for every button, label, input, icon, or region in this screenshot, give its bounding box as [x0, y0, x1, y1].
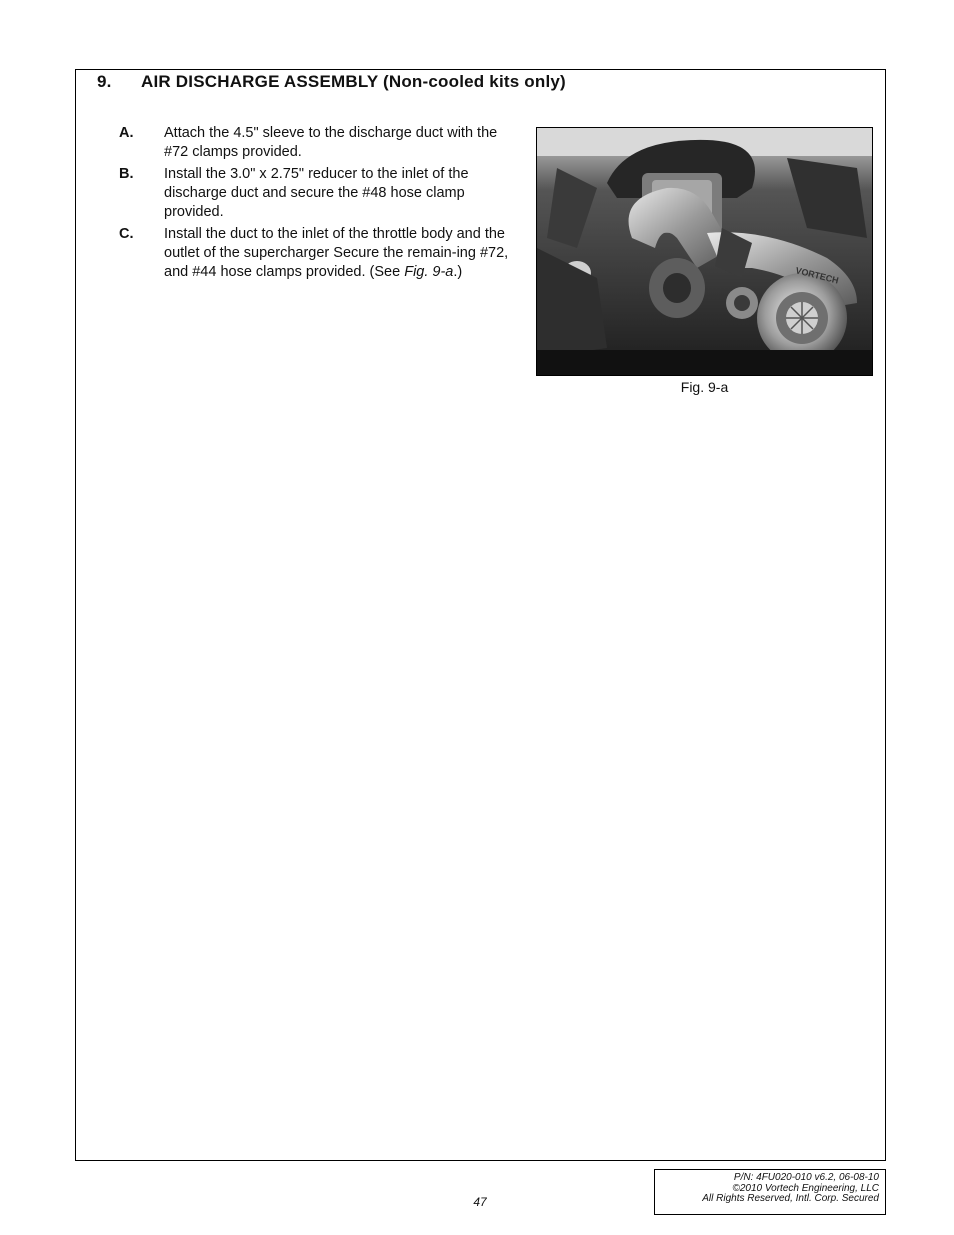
instruction-steps	[119, 124, 514, 285]
figure-reference: Fig. 9-a	[404, 264, 454, 280]
engine-photo-illustration	[537, 128, 872, 375]
step-a	[119, 124, 514, 162]
step-letter: C.	[119, 226, 134, 242]
section-title: AIR DISCHARGE ASSEMBLY (Non-cooled kits only)	[141, 72, 566, 91]
step-c	[119, 225, 514, 282]
step-text: Install the 3.0" x 2.75" reducer to the inlet of the discharge duct and secure the #48 hose clamp provided.	[164, 166, 469, 220]
figure-caption: Fig. 9-a	[680, 379, 729, 395]
step-text: Attach the 4.5" sleeve to the discharge duct with the #72 clamps provided.	[164, 125, 498, 160]
step-letter: A.	[119, 125, 134, 141]
step-letter: B.	[119, 166, 134, 182]
page-number: 47	[473, 1195, 487, 1209]
footer-part-number: P/N: 4FU020-010 v6.2, 06-08-10	[733, 1172, 879, 1183]
photo-brand-text: VORTECH	[794, 265, 840, 286]
engine-bay-photo	[536, 127, 873, 376]
section-number: 9.	[97, 72, 112, 91]
footer-copyright: ©2010 Vortech Engineering, LLC	[732, 1182, 879, 1194]
section-heading	[97, 72, 566, 92]
step-text-part: .)	[453, 264, 463, 280]
footer-rights: All Rights Reserved, Intl. Corp. Secured	[702, 1193, 879, 1204]
step-text-part: Install the duct to the inlet of the throttle body and the outlet of the supercharger Secure the remain-ing #72, and #44 hose clamps provided. (See	[164, 226, 509, 280]
step-text	[164, 225, 514, 282]
footer-info-box	[654, 1169, 886, 1215]
step-b	[119, 165, 514, 222]
